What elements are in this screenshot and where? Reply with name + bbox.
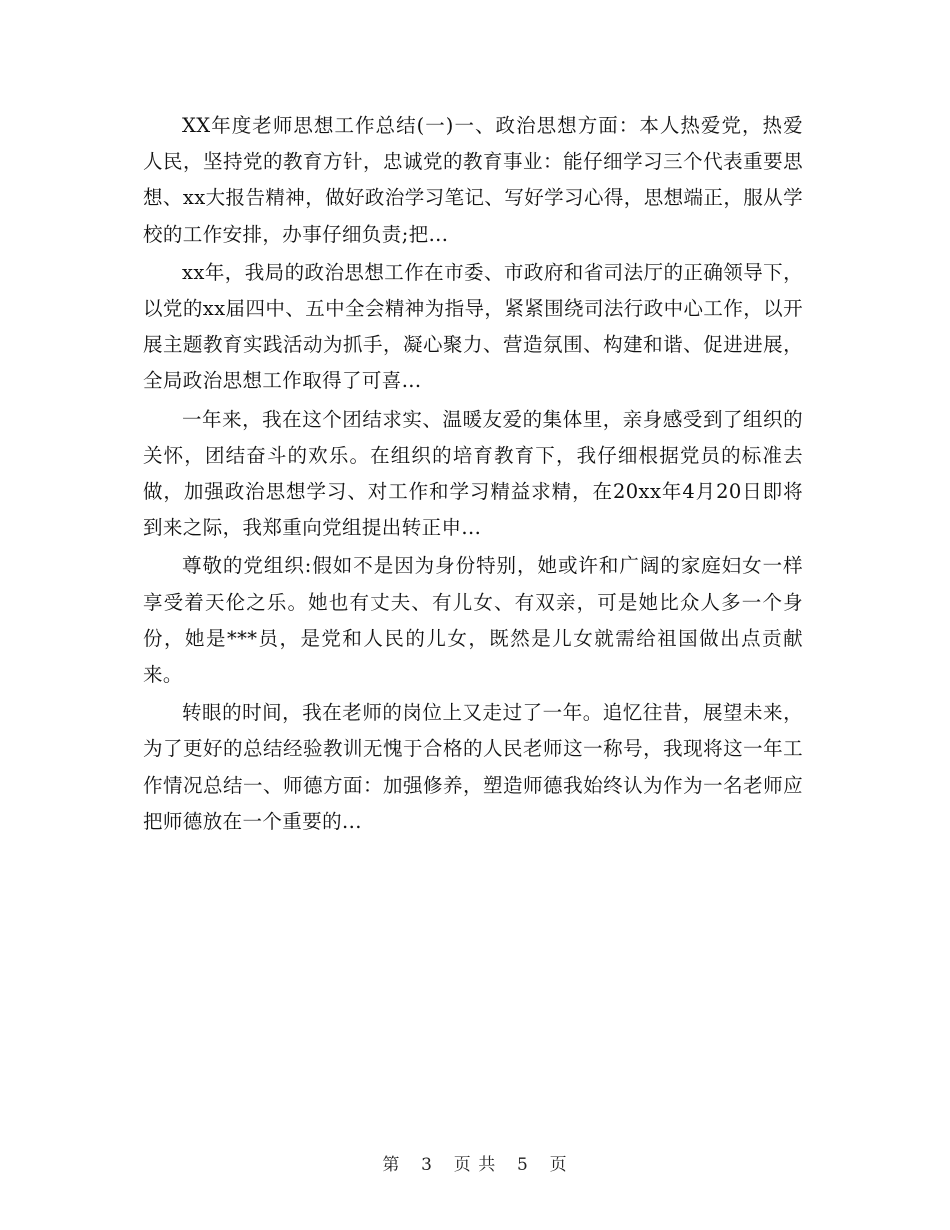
- total-pages-number: 5: [517, 1155, 529, 1175]
- paragraph-5: 转眼的时间，我在老师的岗位上又走过了一年。追忆往昔，展望未来，为了更好的总结经验教训无愧于合格的人民老师这一称号，我现将这一年工作情况总结一、师德方面：加强修养，塑造师德我始终认为作为一名老师应把师德放在一个重要的...: [143, 701, 803, 833]
- paragraph-3: 一年来，我在这个团结求实、温暖友爱的集体里，亲身感受到了组织的关怀，团结奋斗的欢乐。在组织的培育教育下，我仔细根据党员的标准去做，加强政治思想学习、对工作和学习精益求精，在20xx年4月20日即将到来之际，我郑重向党组提出转正申...: [143, 407, 803, 540]
- page-label-mid: 页 共: [453, 1155, 497, 1175]
- page-label-suffix: 页: [549, 1155, 568, 1175]
- paragraph-1: XX年度老师思想工作总结(一)一、政治思想方面：本人热爱党，热爱人民，坚持党的教育方针，忠诚党的教育事业：能仔细学习三个代表重要思想、xx大报告精神，做好政治学习笔记、写好学习心得，思想端正，服从学校的工作安排，办事仔细负责;把...: [143, 114, 803, 246]
- page-footer: [0, 1153, 950, 1177]
- current-page-number: 3: [421, 1155, 433, 1175]
- page-label-prefix: 第: [382, 1155, 401, 1175]
- paragraph-2: xx年，我局的政治思想工作在市委、市政府和省司法厅的正确领导下，以党的xx届四中、五中全会精神为指导，紧紧围绕司法行政中心工作，以开展主题教育实践活动为抓手，凝心聚力、营造氛围、构建和谐、促进进展，全局政治思想工作取得了可喜...: [143, 260, 803, 393]
- paragraph-4: 尊敬的党组织:假如不是因为身份特别，她或许和广阔的家庭妇女一样享受着天伦之乐。她也有丈夫、有儿女、有双亲，可是她比众人多一个身份，她是***员，是党和人民的儿女，既然是儿女就需给祖国做出点贡献来。: [143, 554, 803, 687]
- document-body: [143, 108, 803, 842]
